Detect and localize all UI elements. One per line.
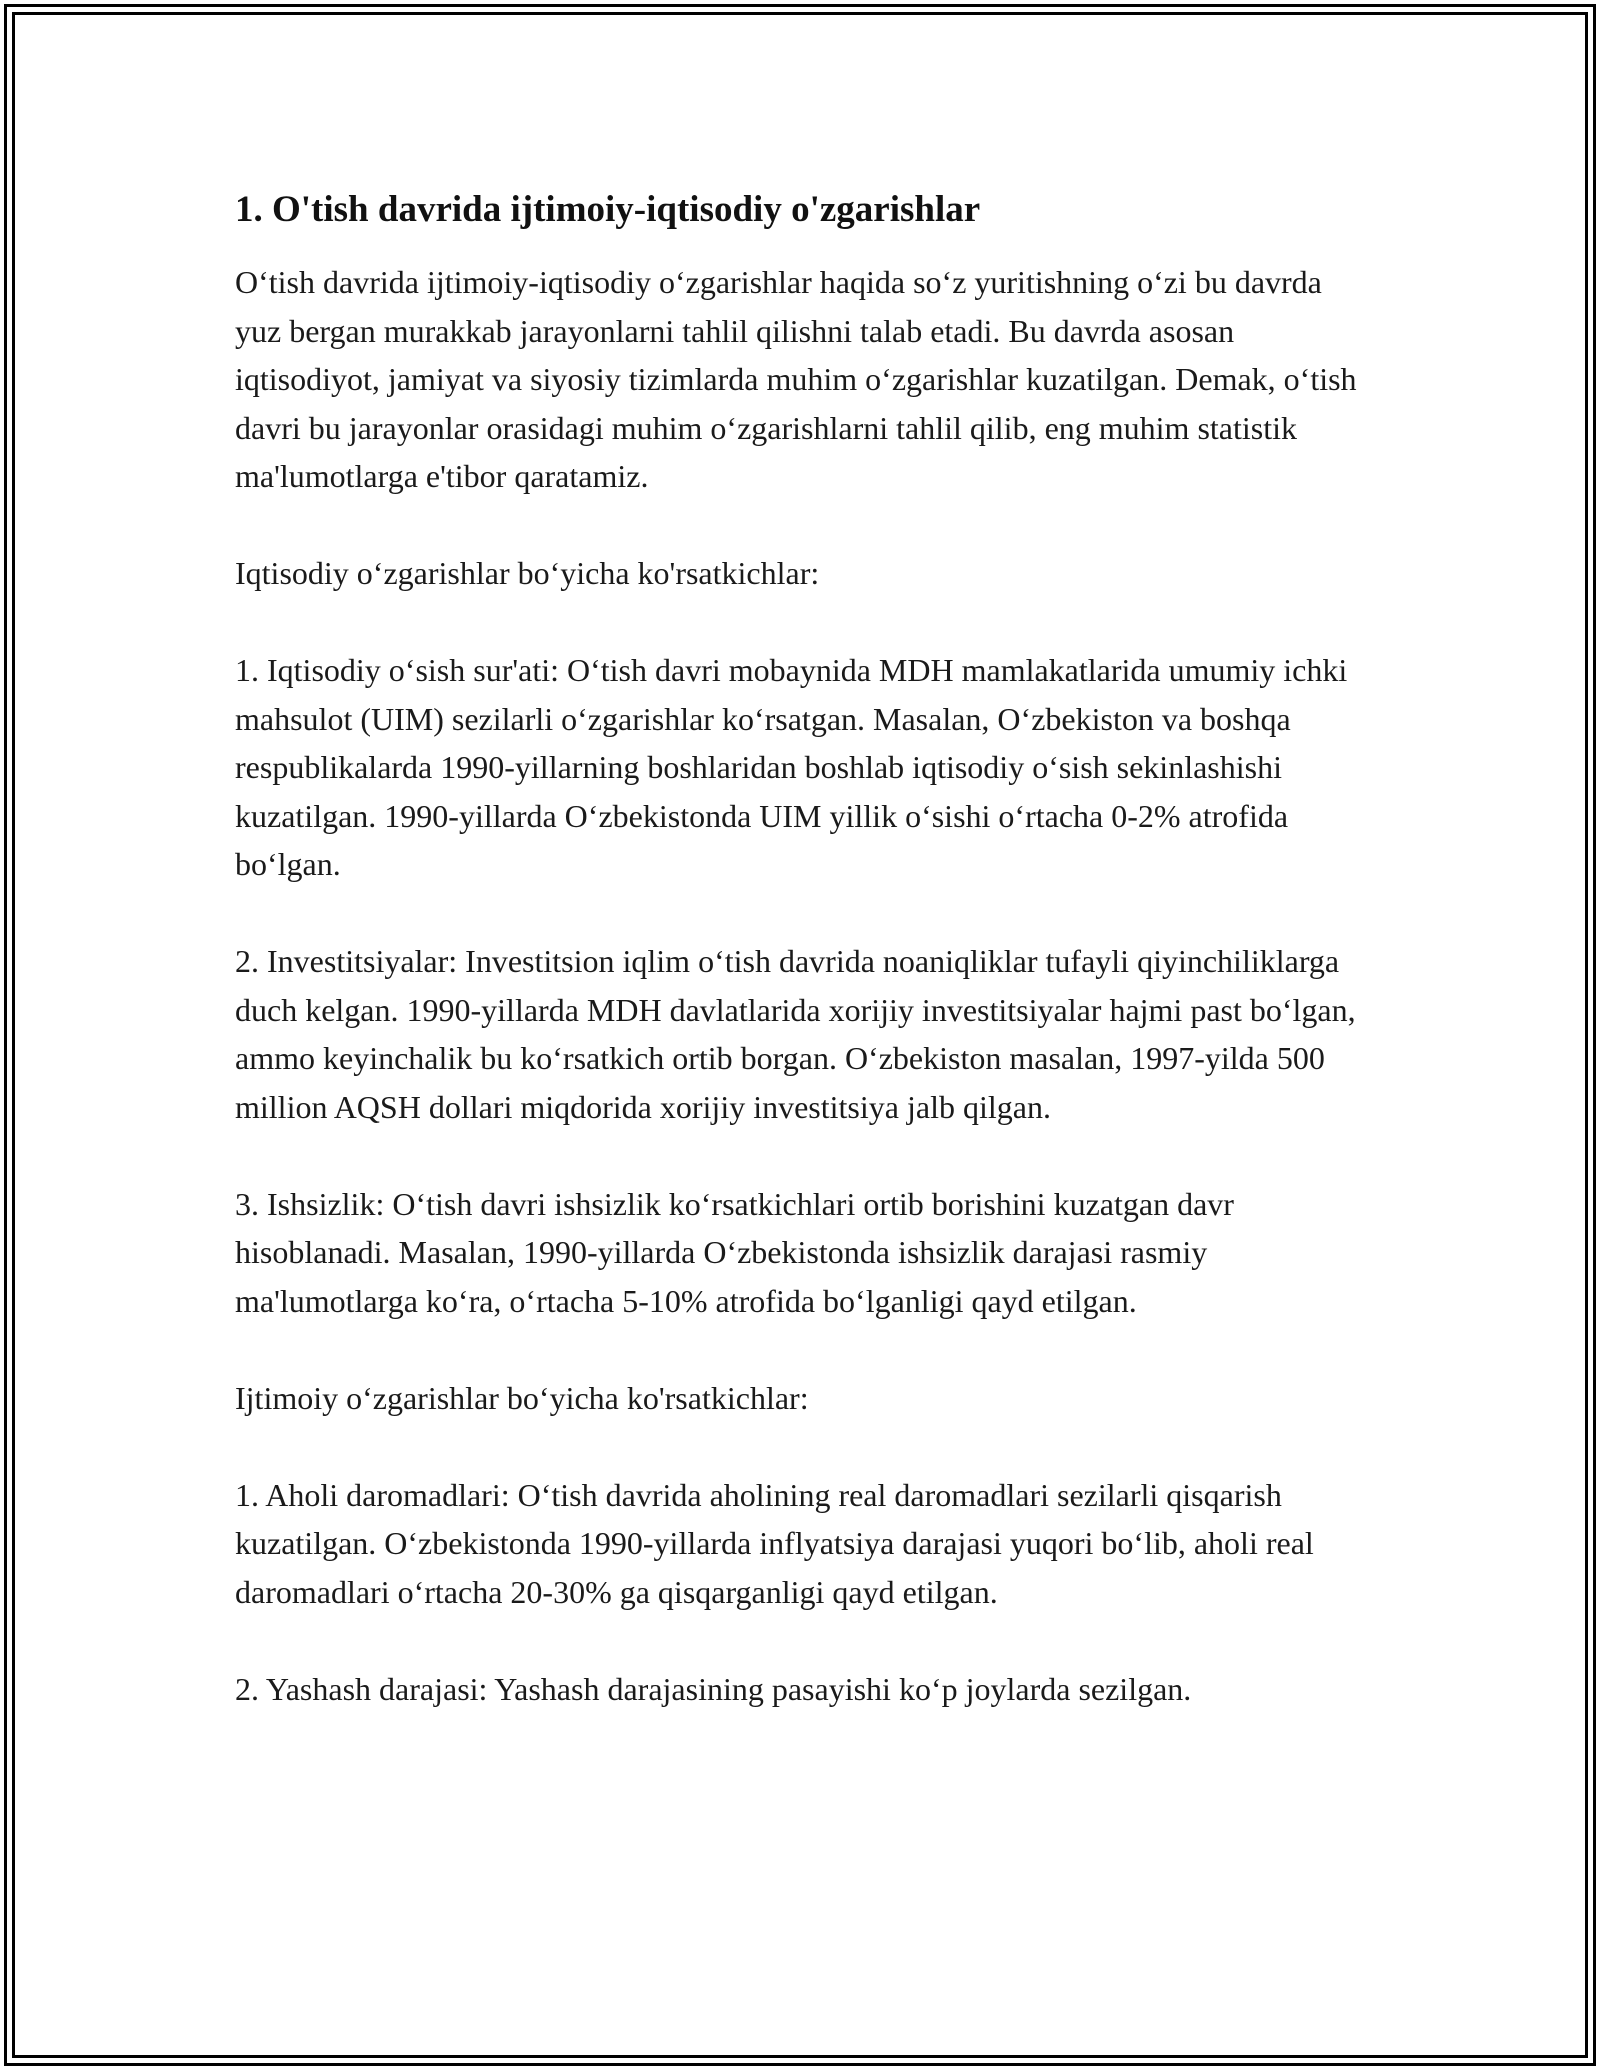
social-indicators-heading: Ijtimoiy o‘zgarishlar bo‘yicha ko'rsatkichlar: — [235, 1379, 809, 1416]
intro-paragraph: O‘tish davrida ijtimoiy-iqtisodiy o‘zgarishlar haqida so‘z yuritishning o‘zi bu davrda yuz bergan murakkab jarayonlarni tahlil qilishni talab etadi. Bu davrda asosan iqtisodiyot, jamiyat va siyosiy tizimlarda muhim o‘zgarishlar kuzatilgan. Demak, o‘tish davri bu jarayonlar orasidagi muhim o‘zgarishlarni tahlil qilib, eng muhim statistik ma'lumotlarga e'tibor qaratamiz. — [235, 264, 1357, 494]
living-standard-paragraph: 2. Yashash darajasi: Yashash darajasining pasayishi ko‘p joylarda sezilgan. — [235, 1670, 1192, 1707]
economic-indicators-heading: Iqtisodiy o‘zgarishlar bo‘yicha ko'rsatkichlar: — [235, 555, 820, 591]
investments-paragraph: 2. Investitsiyalar: Investitsion iqlim o‘tish davrida noaniqliklar tufayli qiyinchiliklarga duch kelgan. 1990-yillarda MDH davlatlarida xorijiy investitsiyalar hajmi past bo‘lgan, ammo keyinchalik bu ko‘rsatkich ortib borgan. O‘zbekiston masalan, 1997-yilda 500 million AQSH dollari miqdorida xorijiy investitsiya jalb qilgan. — [235, 943, 1356, 1125]
unemployment-paragraph: 3. Ishsizlik: O‘tish davri ishsizlik ko‘rsatkichlari ortib borishini kuzatgan davr hisoblanadi. Masalan, 1990-yillarda O‘zbekistonda ishsizlik darajasi rasmiy ma'lumotlarga ko‘ra, o‘rtacha 5-10% atrofida bo‘lganligi qayd etilgan. — [235, 1185, 1234, 1319]
economic-growth-paragraph: 1. Iqtisodiy o‘sish sur'ati: O‘tish davri mobaynida MDH mamlakatlarida umumiy ichki mahsulot (UIM) sezilarli o‘zgarishlar ko‘rsatgan. Masalan, O‘zbekiston va boshqa respublikalarda 1990-yillarning boshlaridan boshlab iqtisodiy o‘sish sekinlashishi kuzatilgan. 1990-yillarda O‘zbekistonda UIM yillik o‘sishi o‘rtacha 0-2% atrofida bo‘lgan. — [235, 652, 1348, 882]
document-body — [235, 186, 1375, 1762]
income-paragraph: 1. Aholi daromadlari: O‘tish davrida aholining real daromadlari sezilarli qisqarish kuzatilgan. O‘zbekistonda 1990-yillarda inflyatsiya darajasi yuqori bo‘lib, aholi real daromadlari o‘rtacha 20-30% ga qisqarganligi qayd etilgan. — [235, 1476, 1314, 1610]
document-title: 1. O'tish davrida ijtimoiy-iqtisodiy o'zgarishlar — [235, 189, 981, 230]
